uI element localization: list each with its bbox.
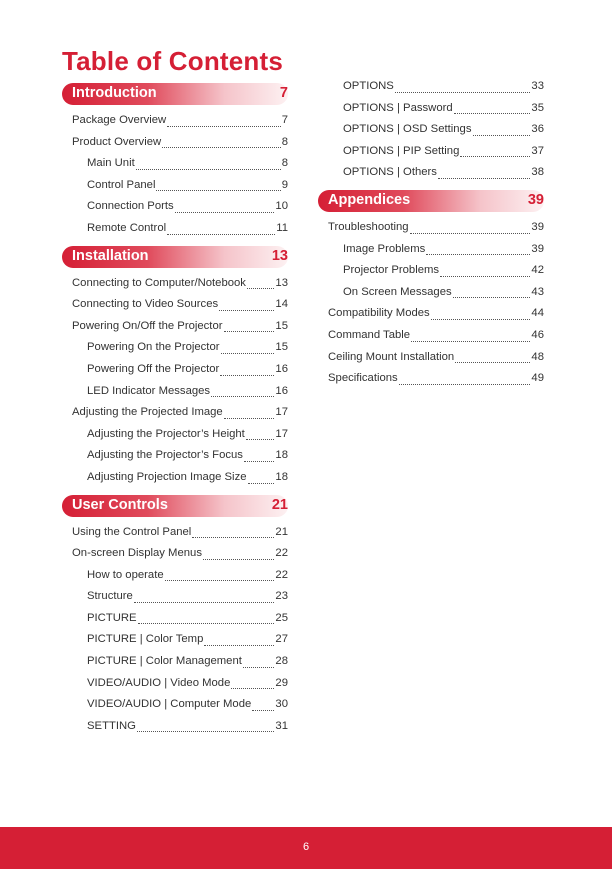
toc-entry-title: OPTIONS [343,80,394,92]
toc-entry-options-password[interactable] [318,98,544,120]
toc-entry-page: 33 [531,80,544,92]
toc-entry-page: 30 [275,698,288,711]
toc-entry-title: Adjusting Projection Image Size [87,470,247,483]
toc-entry-connection-ports[interactable] [62,196,288,218]
toc-entry-title: PICTURE | Color Temp [87,633,204,646]
toc-entry-page: 14 [275,298,288,311]
dot-leader [410,233,531,234]
toc-entry-projector-problems[interactable] [318,260,544,282]
toc-entry-page: 18 [275,449,288,462]
toc-entry-title: SETTING [87,719,136,732]
toc-entry-main-unit[interactable] [62,153,288,175]
dot-leader [211,396,274,397]
toc-entry-page: 10 [275,200,288,213]
dot-leader [156,190,280,191]
section-page: 13 [271,247,288,264]
toc-entry-title: Remote Control [87,221,167,234]
toc-entry-options-pip-setting[interactable] [318,141,544,163]
toc-entry-compatibility-modes[interactable] [318,303,544,325]
toc-entry-command-table[interactable] [318,325,544,347]
dot-leader [175,212,275,213]
dot-leader [454,113,531,114]
section-title: Appendices [328,191,411,208]
toc-entry-page: 17 [275,427,288,440]
toc-entry-page: 31 [275,719,288,732]
dot-leader [136,169,281,170]
toc-entry-page: 7 [281,114,288,126]
section-title: Installation [72,247,149,264]
dot-leader [246,439,275,440]
toc-entry-picture-color-temp[interactable] [62,629,288,651]
dot-leader [473,135,531,136]
toc-entry-title: Powering On/Off the Projector [72,319,223,332]
toc-entry-title: Adjusting the Projector’s Height [87,427,245,440]
toc-entry-structure[interactable] [62,586,288,608]
dot-leader [248,483,275,484]
toc-entry-page: 28 [275,655,288,668]
dot-leader [137,731,274,732]
toc-entry-adjusting-projection-image-size[interactable] [62,467,288,489]
dot-leader [431,319,531,320]
toc-entry-title: LED Indicator Messages [87,384,211,397]
toc-entry-page: 29 [275,676,288,689]
toc-entry-page: 21 [275,525,288,538]
section-title: Introduction [72,85,157,101]
toc-entry-title: Adjusting the Projected Image [72,406,223,419]
toc-entry-picture-color-management[interactable] [62,651,288,673]
toc-entry-page: 18 [275,470,288,483]
section-page: 21 [271,496,288,513]
toc-entry-how-to-operate[interactable] [62,565,288,587]
toc-entry-options[interactable] [318,76,544,98]
toc-right-column [318,76,544,390]
toc-entry-title: Package Overview [72,114,167,126]
toc-entry-page: 38 [531,166,544,179]
toc-entry-specifications[interactable] [318,368,544,390]
toc-entry-page: 16 [275,384,288,397]
toc-entry-page: 44 [531,307,544,320]
toc-entry-title: Product Overview [72,135,162,148]
dot-leader [134,602,275,603]
dot-leader [192,537,274,538]
toc-entry-title: VIDEO/AUDIO | Video Mode [87,676,231,689]
dot-leader [460,156,530,157]
toc-entry-title: OPTIONS | PIP Setting [343,144,460,157]
toc-entry-title: Powering On the Projector [87,341,220,354]
toc-entry-options-osd-settings[interactable] [318,119,544,141]
toc-entry-title: Compatibility Modes [328,307,430,320]
dot-leader [247,288,274,289]
toc-entry-page: 22 [275,568,288,581]
toc-entry-page: 23 [275,590,288,603]
toc-entry-setting[interactable] [62,716,288,738]
toc-entry-title: Troubleshooting [328,220,409,233]
toc-entry-page: 48 [531,350,544,363]
toc-entry-adjusting-the-projector-s-height[interactable] [62,424,288,446]
toc-entry-title: On Screen Messages [343,285,452,298]
dot-leader [395,92,531,93]
toc-entry-title: PICTURE | Color Management [87,655,242,668]
page-title: Table of Contents [62,46,284,76]
toc-entry-package-overview[interactable] [62,110,288,132]
section-header-appendices[interactable] [318,190,544,212]
toc-entry-page: 8 [281,157,288,170]
dot-leader [219,310,274,311]
toc-entry-page: 9 [281,178,288,191]
toc-entry-title: Using the Control Panel [72,525,192,538]
dot-leader [224,331,275,332]
toc-entry-page: 43 [531,285,544,298]
dot-leader [426,254,530,255]
toc-entry-page: 17 [275,406,288,419]
toc-entry-options-others[interactable] [318,162,544,184]
toc-entry-title: PICTURE [87,611,137,624]
toc-entry-page: 35 [531,101,544,114]
toc-entry-title: Powering Off the Projector [87,362,220,375]
toc-entry-page: 8 [281,135,288,148]
toc-entry-title: Projector Problems [343,264,440,277]
toc-entry-title: Ceiling Mount Installation [328,350,455,363]
toc-entry-troubleshooting[interactable] [318,217,544,239]
dot-leader [453,297,531,298]
toc-entry-page: 39 [531,220,544,233]
toc-entry-title: Structure [87,590,133,603]
dot-leader [203,559,274,560]
dot-leader [220,375,274,376]
toc-entry-ceiling-mount-installation[interactable] [318,347,544,369]
toc-entry-page: 39 [531,242,544,255]
toc-entry-picture[interactable] [62,608,288,630]
toc-entry-title: Control Panel [87,178,156,191]
section-header-installation[interactable] [62,246,288,268]
toc-entry-connecting-to-computer-notebook[interactable] [62,273,288,295]
toc-entry-on-screen-messages[interactable] [318,282,544,304]
toc-entry-page: 46 [531,328,544,341]
toc-entry-page: 25 [275,611,288,624]
toc-entry-title: Adjusting the Projector’s Focus [87,449,243,462]
toc-entry-page: 15 [275,319,288,332]
footer-bar [0,827,612,869]
dot-leader [243,667,275,668]
toc-entry-page: 36 [531,123,544,136]
toc-entry-image-problems[interactable] [318,239,544,261]
toc-entry-title: OPTIONS | Password [343,101,453,114]
toc-entry-video-audio-computer-mode[interactable] [62,694,288,716]
toc-entry-video-audio-video-mode[interactable] [62,673,288,695]
section-page: 39 [527,191,544,208]
toc-entry-title: Connection Ports [87,200,174,213]
section-header-user-controls[interactable] [62,495,288,517]
dot-leader [455,362,530,363]
toc-entry-page: 13 [275,276,288,289]
dot-leader [231,688,274,689]
dot-leader [204,645,274,646]
toc-entry-connecting-to-video-sources[interactable] [62,294,288,316]
toc-entry-page: 15 [275,341,288,354]
toc-entry-title: Specifications [328,372,398,385]
dot-leader [167,126,281,127]
dot-leader [399,384,531,385]
toc-entry-control-panel[interactable] [62,175,288,197]
dot-leader [138,623,275,624]
toc-entry-title: Connecting to Computer/Notebook [72,276,246,289]
toc-entry-title: Main Unit [87,157,135,170]
page-number: 6 [302,841,310,853]
section-page: 7 [279,85,288,101]
toc-entry-on-screen-display-menus[interactable] [62,543,288,565]
toc-entry-powering-on-off-the-projector[interactable] [62,316,288,338]
toc-entry-title: Command Table [328,328,411,341]
toc-entry-adjusting-the-projected-image[interactable] [62,402,288,424]
dot-leader [440,276,530,277]
section-header-introduction[interactable] [62,83,288,105]
toc-entry-remote-control[interactable] [62,218,288,240]
dot-leader [244,461,274,462]
toc-entry-page: 37 [531,144,544,157]
toc-entry-title: How to operate [87,568,164,581]
toc-entry-powering-on-the-projector[interactable] [62,337,288,359]
toc-entry-led-indicator-messages[interactable] [62,381,288,403]
dot-leader [165,580,275,581]
toc-entry-title: Connecting to Video Sources [72,298,219,311]
dot-leader [411,341,530,342]
toc-entry-page: 11 [276,221,288,234]
section-title: User Controls [72,496,168,513]
toc-entry-adjusting-the-projector-s-focus[interactable] [62,445,288,467]
toc-entry-page: 27 [275,633,288,646]
toc-entry-page: 49 [531,372,544,385]
toc-entry-page: 42 [531,264,544,277]
toc-entry-title: OPTIONS | OSD Settings [343,123,472,136]
toc-entry-title: OPTIONS | Others [343,166,437,179]
dot-leader [167,234,275,235]
toc-entry-title: Image Problems [343,242,426,255]
dot-leader [224,418,275,419]
toc-entry-title: On-screen Display Menus [72,547,202,560]
toc-entry-product-overview[interactable] [62,132,288,154]
dot-leader [162,147,281,148]
toc-entry-powering-off-the-projector[interactable] [62,359,288,381]
toc-entry-page: 22 [275,547,288,560]
toc-entry-using-the-control-panel[interactable] [62,522,288,544]
toc-entry-title: VIDEO/AUDIO | Computer Mode [87,698,252,711]
toc-left-column [62,83,288,737]
toc-entry-page: 16 [275,362,288,375]
dot-leader [221,353,275,354]
dot-leader [252,710,274,711]
dot-leader [438,178,530,179]
